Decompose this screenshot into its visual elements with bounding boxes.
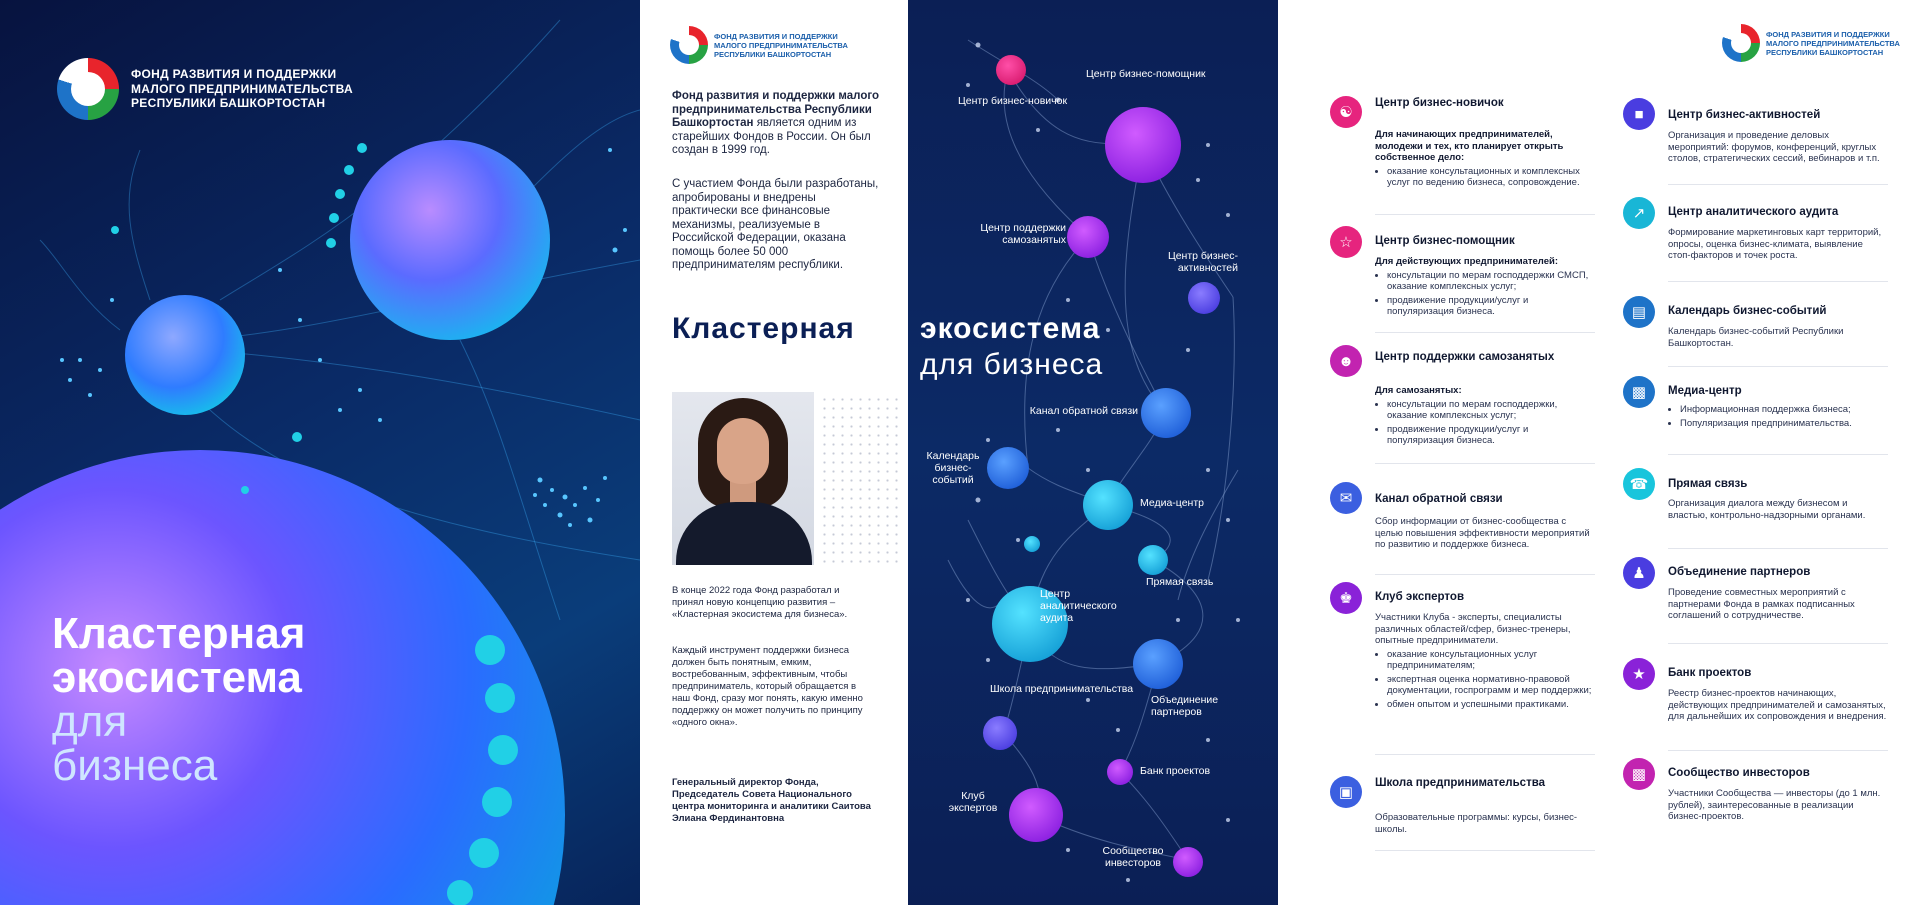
- org-logo: [57, 58, 353, 120]
- org-logo-small: [670, 26, 848, 64]
- net-label-feedback: Канал обратной связи: [1029, 405, 1138, 417]
- presentation-board-icon: ▣: [1330, 776, 1362, 808]
- project-bank-icon: ★: [1623, 658, 1655, 690]
- net-label-school: Школа предпринимательства: [990, 683, 1134, 695]
- dialog-people-icon: ☎: [1623, 468, 1655, 500]
- net-label-investors: Сообщество инвесторов: [1102, 845, 1164, 869]
- services-panel: ФОНД РАЗВИТИЯ И ПОДДЕРЖКИ МАЛОГО ПРЕДПРИНИМАТЕЛЬСТВА РЕСПУБЛИКИ БАШКОРТОСТАН ☯ Центр бизнес-новичок Для начинающих предпринимателей, молодежи и тех, кто планирует открыть собственное дело: • оказание консультационных и комплексных услуг по ведению бизнеса, сопровождение. ☆ Центр бизнес-помощник Для действующих предпринимателей: • консультации по мерам господдержки СМСП, оказание комплексных услуг; • продвижение продукции/услуг и популяризация бизнеса. ☻ Центр поддержки самозанятых Для самозанятых: • консультации по мерам господдержки, оказание комплексных услуг; • продвижение продукции/услуг и популяризация бизнеса. ✉ Канал обратной связи Сбор информации от бизнес-сообщества с целью повышения эффективности мероприятий по развитию и поддержке бизнеса. ♚ Клуб экспертов Участники Клуба - эксперты, специалисты различных областей/сфер, бизнес-тренеры, опытные предприниматели. • оказание консультационных услуг предпринимателям; • экспертная оценка нормативно-правовой документации, госпрограмм и мер поддержки; • обмен опытом и успешными практиками. ▣ Школа предпринимательства Образовательные программы: курсы, бизнес-школы. ■ Центр бизнес-активностей Организация и проведение деловых мероприятий: форумов, конференций, круглых столов, стратегических сессий, вебинаров и т.п. ↗ Центр аналитического аудита Формирование маркетинговых карт территорий, опросы, оценка бизнес-климата, выявление стоп-факторов и точек роста. ▤ Календарь бизнес-событий Календарь бизнес-событий Республики Башкортостан. ▩ Медиа-центр • Информационная поддержка бизнеса; • Популяризация предпринимательства. ☎ Прямая связь Организация диалога между бизнесом и властью, контрольно-надзорными органами. ♟ Объединение партнеров Проведение совместных мероприятий с партнерами Фонда в рамках подписанных соглашений о сотрудничестве. ★ Банк проектов Реестр бизнес-проектов начинающих, действующих предпринимателей и самозанятых, для дальнейших их сопровождения и внедрения. ▩ Сообщество инвесторов Участники Сообщества — инвесторы (до 1 млн. рублей), заинтересованные в реализации бизнес-проектов.: [1278, 0, 1920, 905]
- net-label-novice: Центр бизнес-новичок: [958, 95, 1068, 107]
- cluster-title-word-1: Кластерная: [672, 312, 855, 345]
- intro-paragraph-4: Каждый инструмент поддержки бизнеса должен быть понятным, емким, востребованным, эффективным, чтобы предприниматель, который обращается в наш Фонд, сразу мог понять, какую именно поддержку он может получить по принципу «одного окна».: [672, 645, 863, 728]
- podium-icon: ■: [1623, 98, 1655, 130]
- cover-title: Кластерная экосистема для бизнеса: [52, 609, 306, 790]
- people-network-icon: ☯: [1330, 96, 1362, 128]
- org-emblem-icon: [1722, 24, 1760, 62]
- net-label-selfemployed: Центр поддержки самозанятых: [980, 222, 1066, 246]
- experts-group-icon: ♚: [1330, 582, 1362, 614]
- org-emblem-icon: [670, 26, 708, 64]
- org-emblem-icon: [57, 58, 119, 120]
- network-panel: [908, 0, 1278, 905]
- briefcase-icon: ▩: [1623, 758, 1655, 790]
- org-name: ФОНД РАЗВИТИЯ И ПОДДЕРЖКИ МАЛОГО ПРЕДПРИНИМАТЕЛЬСТВА РЕСПУБЛИКИ БАШКОРТОСТАН: [714, 31, 848, 59]
- cover-panel: [0, 0, 640, 905]
- org-name: ФОНД РАЗВИТИЯ И ПОДДЕРЖКИ МАЛОГО ПРЕДПРИНИМАТЕЛЬСТВА РЕСПУБЛИКИ БАШКОРТОСТАН: [131, 67, 353, 111]
- net-label-union: Объединение партнеров: [1151, 694, 1219, 718]
- intro-paragraph-3: В конце 2022 года Фонд разработал и принял новую концепцию развития – «Кластерная экосистема для бизнеса».: [672, 585, 848, 620]
- net-label-direct: Прямая связь: [1146, 576, 1214, 588]
- intro-paragraph-1: Фонд развития и поддержки малого предпринимательства Республики Башкортостан является одним из старейших Фондов в России. Он был создан в 1999 год.: [672, 90, 880, 156]
- net-label-club: Клуб экспертов: [948, 790, 998, 814]
- chart-growth-icon: ↗: [1623, 197, 1655, 229]
- net-label-bank: Банк проектов: [1140, 765, 1211, 777]
- intro-paragraph-2: С участием Фонда были разработаны, апробированы и внедрены практически все финансовые механизмы, реализуемые в Российской Федерации, оказана помощь более 50 000 предпринимателям республики.: [672, 178, 879, 271]
- net-label-analytics: Центр аналитического аудита: [1040, 588, 1117, 624]
- director-photo: [672, 392, 814, 565]
- chat-bubble-icon: ✉: [1330, 482, 1362, 514]
- cluster-title-line-2: для бизнеса: [920, 348, 1104, 381]
- person-desk-icon: ☻: [1330, 345, 1362, 377]
- net-label-calendar: Календарь бизнес-событий: [926, 450, 980, 486]
- cluster-title-word-2: экосистема: [920, 312, 1101, 345]
- intro-panel: [640, 0, 908, 905]
- monitor-icon: ▩: [1623, 376, 1655, 408]
- net-label-activity: Центр бизнес-активностей: [1167, 250, 1238, 274]
- handshake-icon: ☆: [1330, 226, 1362, 258]
- director-signature: Генеральный директор Фонда, Председатель Совета Национального центра мониторинга и аналитики Саитова Элиана Фердинантовна: [672, 777, 871, 824]
- net-label-media: Медиа-центр: [1140, 497, 1204, 509]
- net-label-helper: Центр бизнес-помощник: [1086, 68, 1206, 80]
- dots-decoration: [820, 395, 898, 565]
- calendar-icon: ▤: [1623, 296, 1655, 328]
- org-name: ФОНД РАЗВИТИЯ И ПОДДЕРЖКИ МАЛОГО ПРЕДПРИНИМАТЕЛЬСТВА РЕСПУБЛИКИ БАШКОРТОСТАН: [1766, 29, 1900, 57]
- partners-icon: ♟: [1623, 557, 1655, 589]
- org-logo-small: [1722, 24, 1900, 62]
